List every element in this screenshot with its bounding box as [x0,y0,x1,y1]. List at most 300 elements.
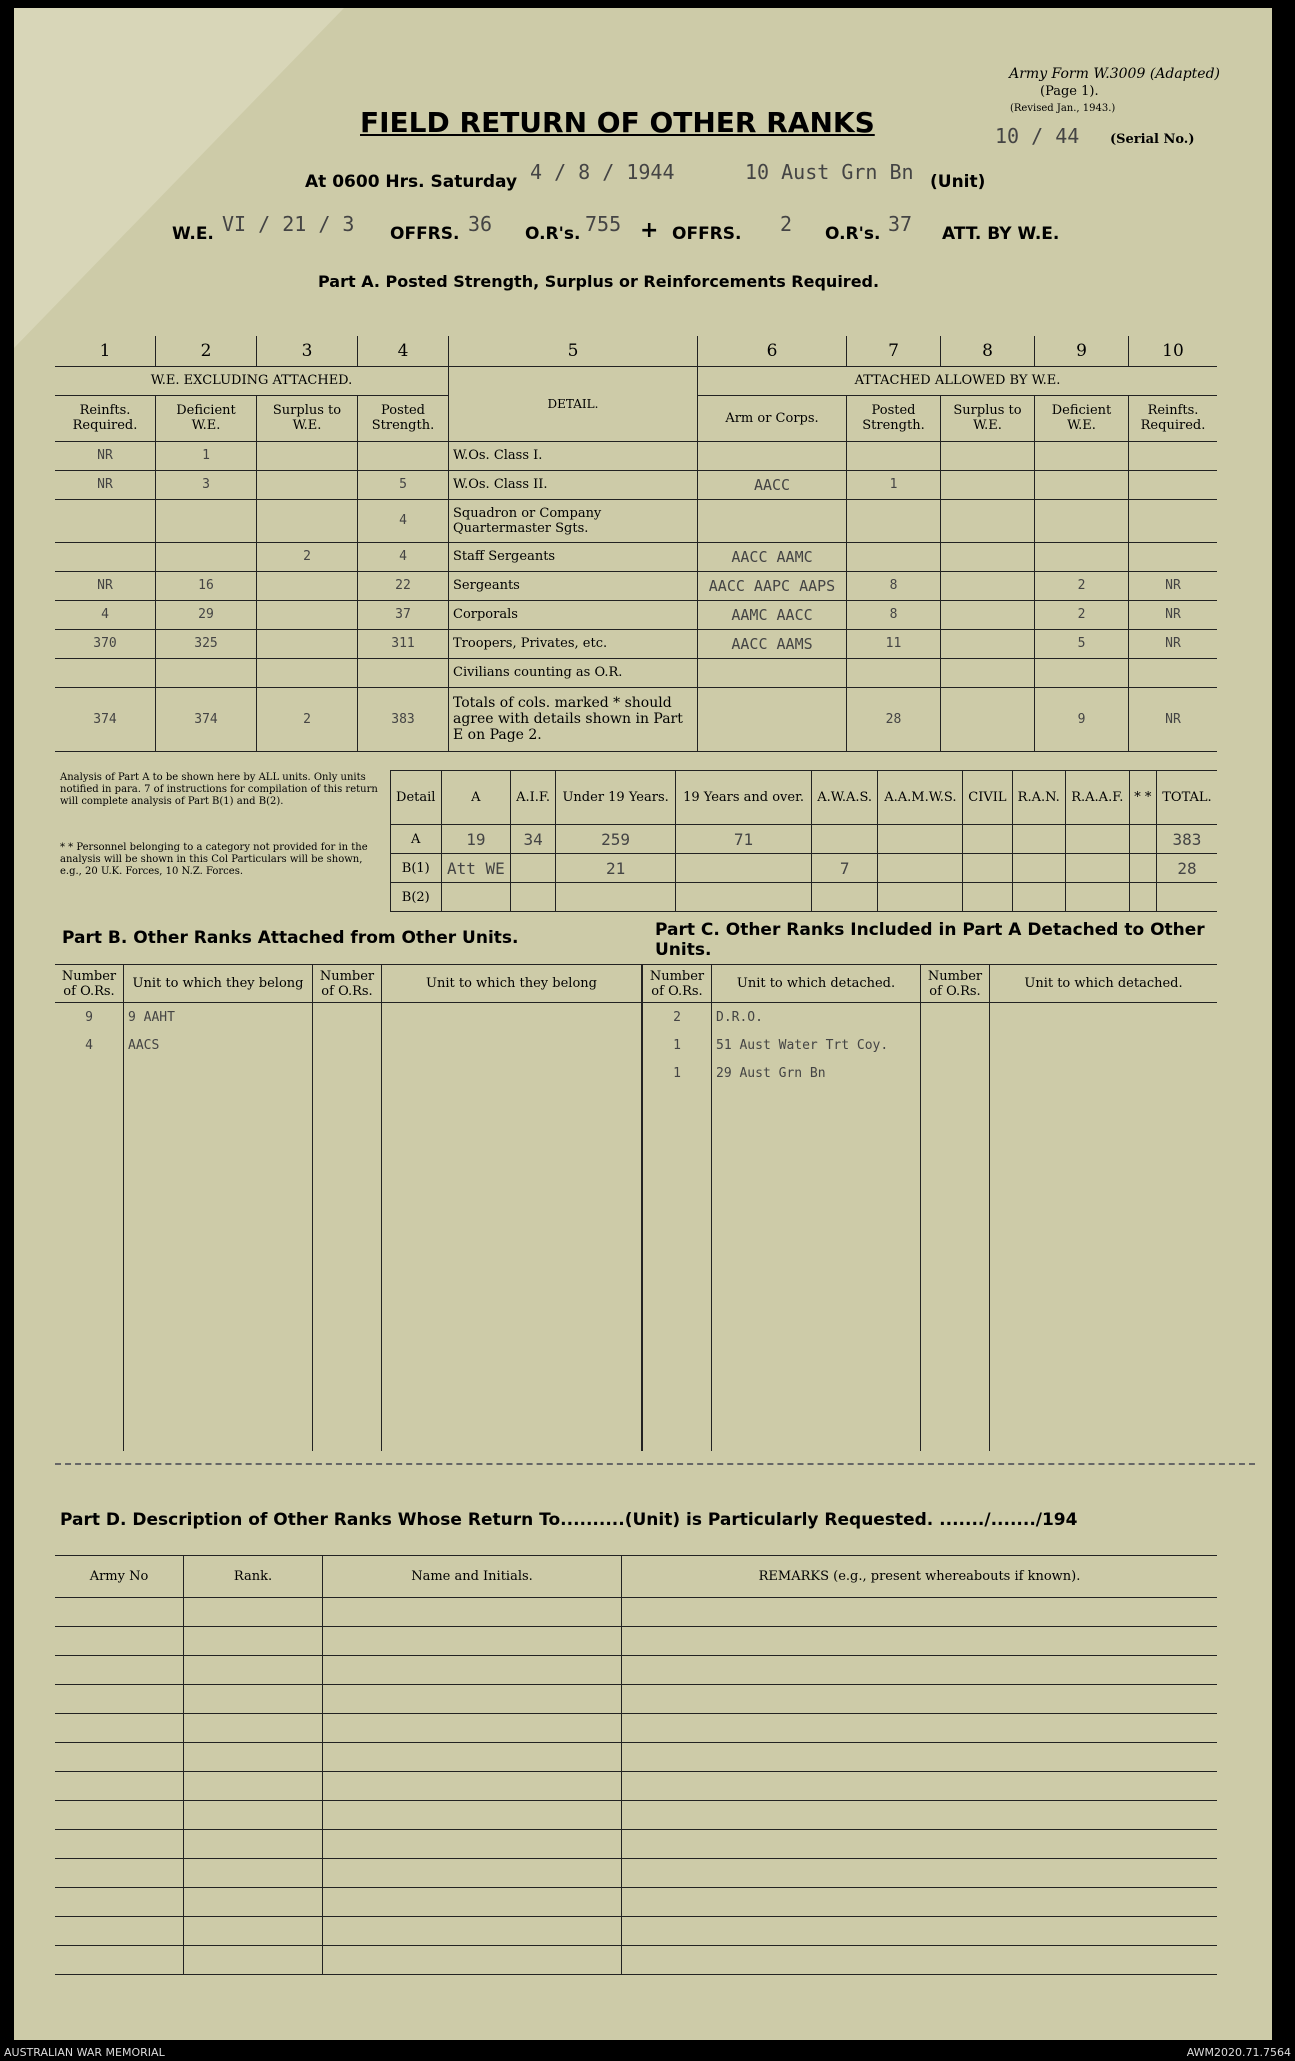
col-number: 10 [1129,336,1218,366]
ledger-cell [55,1311,124,1339]
ledger-row [55,1115,642,1143]
analysis-header: * * [1129,771,1156,825]
part-a-table [55,336,1217,752]
row-cell [257,571,358,600]
col-number: 4 [358,336,449,366]
part-d-cell [323,1627,622,1656]
part-d-cell [622,1743,1218,1772]
totals-note: Totals of cols. marked * should agree with details shown in Part E on Page 2. [449,687,698,751]
ledger-cell [55,1171,124,1199]
analysis-cell [441,883,511,912]
footer [0,2043,1295,2061]
part-a-row [55,499,1217,542]
ledger-row [55,1087,642,1115]
part-d-cell [184,1888,323,1917]
part-d-cell [323,1946,622,1975]
analysis-header: A.W.A.S. [811,771,878,825]
analysis-cell [511,854,556,883]
ledger-cell [55,1255,124,1283]
row-cell: 5 [1035,629,1129,658]
form-ref-line3: (Revised Jan., 1943.) [1010,103,1116,114]
part-d-cell [55,1685,184,1714]
row-cell [156,499,257,542]
analysis-cell [878,883,963,912]
part-d-cell [622,1888,1218,1917]
time-label: At 0600 Hrs. Saturday [305,172,518,192]
ledger-cell: 9 [55,1003,124,1032]
ledger-cell: 2 [643,1003,712,1032]
part-d-cell [622,1801,1218,1830]
part-d-cell [184,1598,323,1627]
total-att-reinfts: NR [1129,687,1218,751]
ledger-row [643,1059,1218,1087]
ledger-row [55,1143,642,1171]
part-d-cell [622,1627,1218,1656]
total-surplus: 2 [257,687,358,751]
ledger-row [643,1423,1218,1451]
ledger-cell [990,1283,1218,1311]
row-cell [941,499,1035,542]
ors-value: 755 [585,212,622,236]
row-cell: 3 [156,470,257,499]
detail-header: DETAIL. [449,366,698,441]
analysis-cell: Att WE [441,854,511,883]
col-number: 9 [1035,336,1129,366]
ledger-row [55,1171,642,1199]
ledger-cell [990,1311,1218,1339]
analysis-cell [1065,825,1129,854]
row-cell: 4 [358,499,449,542]
ledger-cell [313,1395,382,1423]
part-d-cell [55,1830,184,1859]
ledger-cell [643,1143,712,1171]
part-d-cell [323,1859,622,1888]
part-d-cell [55,1743,184,1772]
analysis-header: A.I.F. [511,771,556,825]
part-d-header: Rank. [184,1556,323,1598]
ledger-cell [313,1423,382,1451]
ledger-cell [990,1423,1218,1451]
ledger-row [55,1031,642,1059]
part-d-cell [622,1946,1218,1975]
col-number: 5 [449,336,698,366]
row-cell: NR [55,571,156,600]
ledger-cell: 1 [643,1031,712,1059]
analysis-header: Under 19 Years. [555,771,675,825]
part-d-table [55,1555,1217,1975]
row-cell [257,470,358,499]
ledger-cell [921,1423,990,1451]
analysis-header: Detail [391,771,442,825]
part-a-row [55,542,1217,571]
analysis-cell: 71 [676,825,812,854]
part-b-title: Part B. Other Ranks Attached from Other Units. [62,928,519,948]
ledger-cell [921,1115,990,1143]
att-offrs-label: OFFRS. [672,224,742,244]
ledger-cell [712,1115,921,1143]
part-d-row [55,1859,1217,1888]
row-cell [698,441,847,470]
analysis-row-label: A [391,825,442,854]
footer-credit: AUSTRALIAN WAR MEMORIAL [4,2046,165,2059]
ledger-row [643,1339,1218,1367]
row-cell [941,441,1035,470]
row-cell: 16 [156,571,257,600]
row-cell [941,629,1035,658]
col-number: 6 [698,336,847,366]
row-cell [257,658,358,687]
ledger-cell [643,1171,712,1199]
part-d-cell [323,1801,622,1830]
ledger-cell: 4 [55,1031,124,1059]
ledger-cell [990,1031,1218,1059]
row-cell [55,542,156,571]
row-cell [1129,499,1218,542]
row-cell [847,658,941,687]
ledger-cell [643,1395,712,1423]
part-d-header: Name and Initials. [323,1556,622,1598]
unit-name: 10 Aust Grn Bn [745,160,914,184]
ledger-cell [712,1339,921,1367]
ledger-row [55,1367,642,1395]
part-d-cell [184,1946,323,1975]
ledger-cell [55,1199,124,1227]
ledger-cell [382,1339,642,1367]
ledger-cell: AACS [124,1031,313,1059]
ledger-cell [643,1115,712,1143]
part-d-row [55,1946,1217,1975]
ledger-cell [382,1171,642,1199]
ledger-cell [124,1227,313,1255]
part-d-cell [323,1656,622,1685]
part-a-title: Part A. Posted Strength, Surplus or Reinforcements Required. [318,272,880,291]
ledger-cell [55,1115,124,1143]
ledger-row [55,1395,642,1423]
ors-label: O.R's. [525,224,581,244]
ledger-cell [990,1199,1218,1227]
part-d-row [55,1714,1217,1743]
ledger-cell: 9 AAHT [124,1003,313,1032]
ledger-row [643,1171,1218,1199]
part-d-cell [55,1656,184,1685]
col-number: 1 [55,336,156,366]
ledger-cell [124,1311,313,1339]
part-d-cell [622,1772,1218,1801]
part-d-cell [55,1888,184,1917]
ledger-cell [921,1087,990,1115]
group-left-header: W.E. EXCLUDING ATTACHED. [55,366,449,395]
analysis-cell: 7 [811,854,878,883]
part-d-cell [184,1859,323,1888]
part-d-cell [323,1888,622,1917]
part-d-row [55,1801,1217,1830]
analysis-header: CIVIL [963,771,1012,825]
analysis-header: 19 Years and over. [676,771,812,825]
part-d-cell [184,1917,323,1946]
ledger-row [55,1311,642,1339]
ledger-cell [921,1031,990,1059]
part-d-cell [55,1598,184,1627]
part-d-cell [55,1801,184,1830]
analysis-cell [1012,825,1065,854]
header-att-surplus: Surplus to W.E. [941,395,1035,441]
ledger-cell [55,1339,124,1367]
row-cell: 4 [358,542,449,571]
row-detail: Squadron or Company Quartermaster Sgts. [449,499,698,542]
analysis-row [391,883,1218,912]
offrs-value: 36 [468,212,493,236]
part-d-cell [323,1772,622,1801]
part-d-cell [323,1598,622,1627]
ledger-cell [643,1339,712,1367]
part-d-cell [55,1946,184,1975]
ledger-cell [124,1115,313,1143]
analysis-cell: 19 [441,825,511,854]
row-cell [156,658,257,687]
ledger-cell [643,1087,712,1115]
header-reinfts: Reinfts. Required. [55,395,156,441]
analysis-cell: 34 [511,825,556,854]
ledger-cell [712,1171,921,1199]
analysis-cell [811,825,878,854]
row-detail: Corporals [449,600,698,629]
ledger-row [55,1003,642,1032]
total-att-posted: 28 [847,687,941,751]
part-d-cell [622,1859,1218,1888]
analysis-cell [1012,883,1065,912]
ledger-cell [643,1423,712,1451]
analysis-row [391,825,1218,854]
ledger-cell [55,1227,124,1255]
analysis-cell [1129,883,1156,912]
header-att-deficient: Deficient W.E. [1035,395,1129,441]
part-a-row [55,441,1217,470]
ledger-cell [712,1227,921,1255]
row-cell [1035,441,1129,470]
analysis-cell: 28 [1156,854,1217,883]
ledger-cell [921,1311,990,1339]
ledger-cell [313,1283,382,1311]
analysis-cell [963,883,1012,912]
row-cell [1035,470,1129,499]
ledger-cell [124,1339,313,1367]
ledger-cell [921,1283,990,1311]
analysis-cell [963,825,1012,854]
ledger-cell [382,1255,642,1283]
ledger-cell [921,1367,990,1395]
ledger-cell [921,1059,990,1087]
ledger-row [643,1143,1218,1171]
analysis-header: R.A.A.F. [1065,771,1129,825]
col-number: 7 [847,336,941,366]
att-ors-value: 37 [888,212,913,236]
part-d-cell [323,1830,622,1859]
ledger-row [55,1199,642,1227]
ledger-cell [382,1227,642,1255]
row-cell: AACC AAMS [698,629,847,658]
analysis-cell [676,854,812,883]
ledger-row [643,1031,1218,1059]
row-detail: Staff Sergeants [449,542,698,571]
row-cell [257,441,358,470]
ledger-cell: 29 Aust Grn Bn [712,1059,921,1087]
ledger-cell [55,1423,124,1451]
ledger-cell [124,1395,313,1423]
part-d-cell [323,1714,622,1743]
part-d-cell [55,1772,184,1801]
ledger-cell [124,1059,313,1087]
unit-label: (Unit) [930,172,986,192]
analysis-cell [1129,854,1156,883]
part-a-row [55,470,1217,499]
ledger-cell [124,1199,313,1227]
analysis-header: A.A.M.W.S. [878,771,963,825]
part-d-cell [622,1685,1218,1714]
part-d-row [55,1598,1217,1627]
header-arm-corps: Arm or Corps. [698,395,847,441]
row-cell: AACC AAMC [698,542,847,571]
row-cell [156,542,257,571]
total-att-deficient: 9 [1035,687,1129,751]
ledger-cell [382,1283,642,1311]
part-d-cell [55,1714,184,1743]
ledger-cell [124,1367,313,1395]
row-detail: W.Os. Class II. [449,470,698,499]
analysis-cell: 21 [555,854,675,883]
ledger-cell [921,1003,990,1032]
header-posted: Posted Strength. [358,395,449,441]
total-posted: 383 [358,687,449,751]
part-d-cell [55,1859,184,1888]
ledger-cell [921,1339,990,1367]
row-cell [257,629,358,658]
analysis-header: A [441,771,511,825]
ledger-cell [382,1423,642,1451]
row-cell [358,441,449,470]
row-cell [1129,470,1218,499]
ledger-cell [55,1143,124,1171]
ledger-cell [124,1423,313,1451]
ledger-cell [990,1115,1218,1143]
serial-number: 10 / 44 [995,124,1080,148]
ledger-cell [921,1143,990,1171]
ledger-cell [124,1171,313,1199]
header-surplus: Surplus to W.E. [257,395,358,441]
ledger-cell [712,1199,921,1227]
ledger-cell [990,1339,1218,1367]
ledger-cell [382,1311,642,1339]
ledger-cell [712,1087,921,1115]
ledger-cell [990,1087,1218,1115]
row-cell: 1 [847,470,941,499]
part-a-row [55,600,1217,629]
analysis-cell [963,854,1012,883]
ledger-cell [990,1143,1218,1171]
row-cell [1129,658,1218,687]
row-cell: 370 [55,629,156,658]
row-cell [55,499,156,542]
row-cell [358,658,449,687]
analysis-row-label: B(2) [391,883,442,912]
row-cell: AACC [698,470,847,499]
part-a-row [55,629,1217,658]
ledger-row [643,1227,1218,1255]
analysis-cell [1065,883,1129,912]
ledger-cell [313,1003,382,1032]
ledger-cell [712,1367,921,1395]
total-arm [698,687,847,751]
part-d-row [55,1627,1217,1656]
ledger-cell [712,1283,921,1311]
ledger-cell [712,1423,921,1451]
serial-label: (Serial No.) [1110,132,1195,147]
ledger-cell [313,1339,382,1367]
part-d-cell [184,1656,323,1685]
part-d-cell [55,1917,184,1946]
row-cell: 325 [156,629,257,658]
row-cell: NR [55,441,156,470]
part-b-header: Number of O.Rs. [55,965,124,1003]
ledger-cell [382,1031,642,1059]
ledger-cell [990,1367,1218,1395]
row-cell: 37 [358,600,449,629]
ledger-cell [313,1087,382,1115]
ledger-cell [643,1199,712,1227]
analysis-cell [1012,854,1065,883]
part-c-header: Number of O.Rs. [921,965,990,1003]
ledger-cell [990,1059,1218,1087]
row-cell: 8 [847,571,941,600]
ledger-cell [313,1227,382,1255]
row-cell [941,470,1035,499]
ledger-cell [990,1003,1218,1032]
total-reinfts: 374 [55,687,156,751]
ledger-cell [313,1255,382,1283]
ledger-cell [921,1395,990,1423]
row-cell: 8 [847,600,941,629]
part-d-cell [622,1830,1218,1859]
row-cell [847,441,941,470]
part-c-header: Unit to which detached. [990,965,1218,1003]
ledger-cell [921,1171,990,1199]
part-d-header: REMARKS (e.g., present whereabouts if known). [622,1556,1218,1598]
ledger-cell [55,1087,124,1115]
part-d-row [55,1888,1217,1917]
row-cell [1129,542,1218,571]
page-title: FIELD RETURN OF OTHER RANKS [360,106,875,139]
ledger-cell [921,1199,990,1227]
row-cell [257,600,358,629]
ledger-row [55,1227,642,1255]
analysis-row-label: B(1) [391,854,442,883]
form-ref-line2: (Page 1). [1040,84,1099,99]
ledger-cell [382,1199,642,1227]
ledger-cell [124,1255,313,1283]
ledger-cell [990,1171,1218,1199]
group-right-header: ATTACHED ALLOWED BY W.E. [698,366,1218,395]
offrs-label: OFFRS. [390,224,460,244]
ledger-row [643,1255,1218,1283]
part-c-header: Number of O.Rs. [643,965,712,1003]
ledger-cell: D.R.O. [712,1003,921,1032]
row-cell: 5 [358,470,449,499]
ledger-cell [643,1283,712,1311]
col-number: 2 [156,336,257,366]
ledger-cell [124,1283,313,1311]
analysis-cell [555,883,675,912]
ledger-cell [55,1395,124,1423]
part-d-row [55,1685,1217,1714]
